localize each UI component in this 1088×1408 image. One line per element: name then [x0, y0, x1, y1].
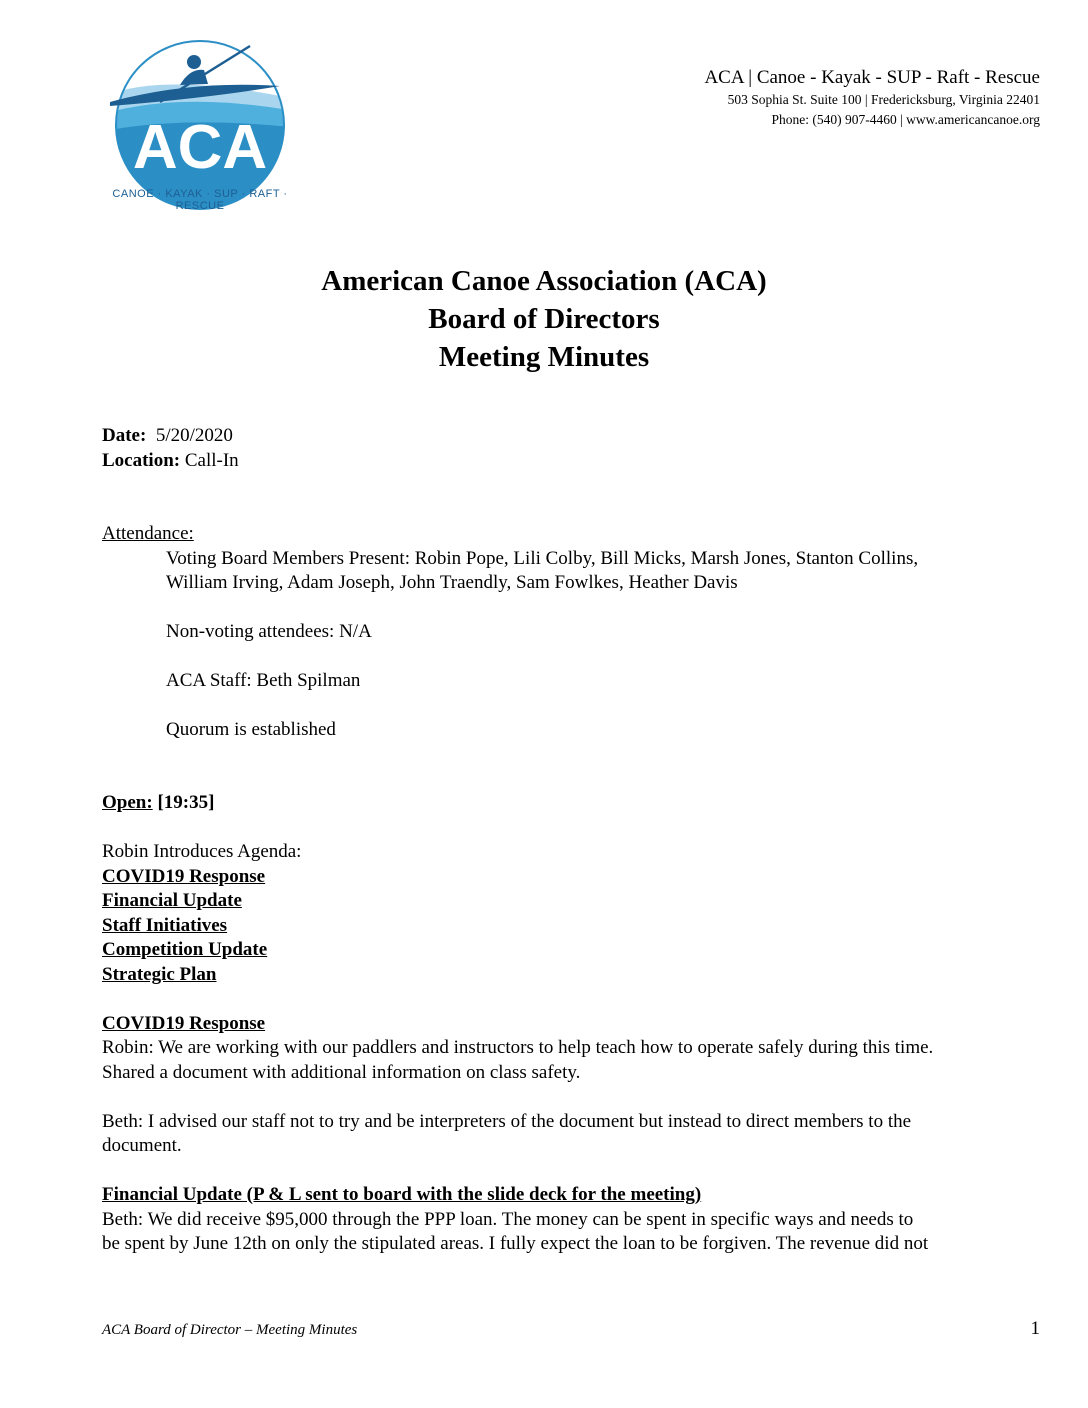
- meeting-date: [102, 424, 233, 449]
- address-line: 503 Sophia St. Suite 100 | Fredericksburg, Virginia 22401: [727, 92, 1040, 107]
- covid-heading: COVID19 Response: [102, 1013, 266, 1034]
- logo-tagline: CANOE · KAYAK · SUP · RAFT · RESCUE: [112, 188, 288, 212]
- footer-title: ACA Board of Director – Meeting Minutes: [102, 1322, 358, 1338]
- financial-line-1: Beth: We did receive $95,000 through the PPP loan. The money can be spent in specific ways and needs to: [102, 1209, 914, 1230]
- title-line-2: Board of Directors: [428, 303, 660, 335]
- org-line: ACA | Canoe - Kayak - SUP - Raft - Rescue: [704, 67, 1040, 88]
- location-value: Call-In: [184, 450, 239, 471]
- location-label: Location:: [102, 450, 181, 471]
- open-time-value: [19:35]: [157, 792, 215, 813]
- contact-line: Phone: (540) 907-4460 | www.americancanoe.org: [771, 112, 1040, 127]
- covid-paragraph-2-line-1: Beth: I advised our staff not to try and be interpreters of the document but instead to direct members to the: [102, 1111, 912, 1132]
- covid-paragraph-1-line-2: Shared a document with additional information on class safety.: [102, 1062, 581, 1083]
- document-title: [0, 262, 1088, 376]
- aca-logo: [100, 40, 300, 210]
- covid-paragraph-1-line-1: Robin: We are working with our paddlers and instructors to help teach how to operate safely during this time.: [102, 1037, 934, 1058]
- covid-paragraph-2-line-2: document.: [102, 1135, 182, 1156]
- title-line-3: Meeting Minutes: [438, 341, 650, 373]
- voting-members-line-1: Voting Board Members Present: Robin Pope, Lili Colby, Bill Micks, Marsh Jones, Stanton Collins,: [166, 548, 919, 569]
- non-voting-attendees: Non-voting attendees: N/A: [166, 621, 372, 642]
- agenda-item: Staff Initiatives: [102, 915, 228, 936]
- aca-staff: ACA Staff: Beth Spilman: [166, 670, 361, 691]
- date-label: Date:: [102, 425, 147, 446]
- agenda-item: Strategic Plan: [102, 964, 217, 985]
- agenda-item: Financial Update: [102, 890, 242, 911]
- letterhead-contact: [704, 66, 1040, 130]
- open-time: [102, 791, 214, 816]
- date-value: 5/20/2020: [155, 425, 233, 446]
- voting-members-line-2: William Irving, Adam Joseph, John Traendly, Sam Fowlkes, Heather Davis: [166, 572, 738, 593]
- agenda-item: Competition Update: [102, 939, 268, 960]
- financial-heading: Financial Update (P & L sent to board with the slide deck for the meeting): [102, 1184, 702, 1205]
- title-line-1: American Canoe Association (ACA): [321, 265, 767, 297]
- page-number: 1: [1030, 1318, 1040, 1339]
- open-label: Open:: [102, 792, 153, 813]
- logo-text: ACA: [132, 113, 268, 182]
- agenda-intro: Robin Introduces Agenda:: [102, 841, 302, 862]
- financial-line-2: be spent by June 12th on only the stipulated areas. I fully expect the loan to be forgiven. The revenue did not: [102, 1233, 929, 1254]
- agenda-item: COVID19 Response: [102, 866, 266, 887]
- quorum-statement: Quorum is established: [166, 719, 336, 740]
- meeting-location: [102, 449, 239, 474]
- attendance-heading: Attendance:: [102, 523, 194, 544]
